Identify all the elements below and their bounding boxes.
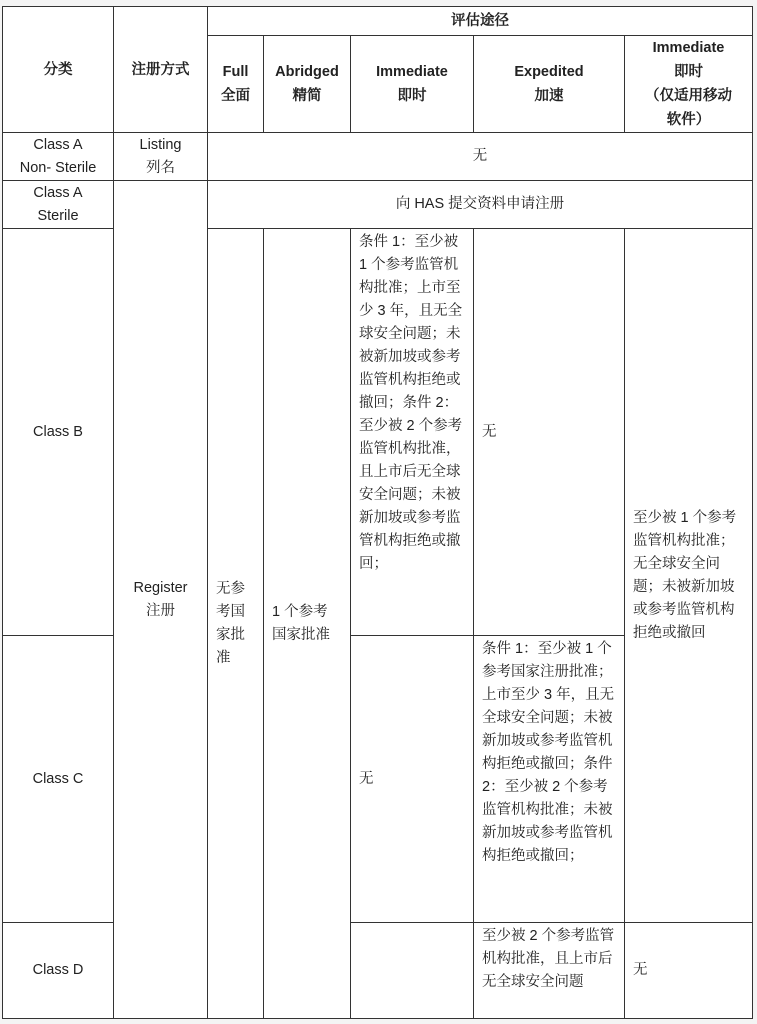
- class-b-label: Class B: [3, 229, 114, 636]
- header-route-full: Full 全面: [208, 36, 264, 133]
- class-c-immediate: 无: [351, 636, 474, 923]
- class-d-immediate: [351, 923, 474, 1019]
- class-a-nonsterile-value: 无: [208, 133, 753, 181]
- full-route-value: 无参考国家批准: [208, 229, 264, 1019]
- abridged-route-value: 1 个参考国家批准: [264, 229, 351, 1019]
- class-b-immediate: 条件 1：至少被 1 个参考监管机构批准；上市至少 3 年，且无全球安全问题；未被新加坡或参考监管机构拒绝或撤回；条件 2：至少被 2 个参考监管机构批准，且上市后无全球安全问题；未被新加坡或参考监管机构拒绝或撤回；: [351, 229, 474, 636]
- class-b-expedited: 无: [474, 229, 625, 636]
- class-a-sterile-label: Class A Sterile: [3, 181, 114, 229]
- class-a-nonsterile-method: Listing 列名: [114, 133, 208, 181]
- class-a-nonsterile-label: Class A Non- Sterile: [3, 133, 114, 181]
- header-route-immediate: Immediate 即时: [351, 36, 474, 133]
- class-c-label: Class C: [3, 636, 114, 923]
- header-category: 分类: [3, 7, 114, 133]
- class-d-expedited: 至少被 2 个参考监管机构批准，且上市后无全球安全问题: [474, 923, 625, 1019]
- register-method: Register 注册: [114, 181, 208, 1019]
- registration-evaluation-table: [2, 6, 753, 1019]
- header-route-abridged: Abridged 精简: [264, 36, 351, 133]
- header-route-immediate-software: Immediate 即时 （仅适用移动 软件）: [625, 36, 753, 133]
- header-route-expedited: Expedited 加速: [474, 36, 625, 133]
- header-evaluation-route: 评估途径: [208, 7, 753, 36]
- class-c-expedited: 条件 1：至少被 1 个参考国家注册批准；上市至少 3 年，且无全球安全问题；未被新加坡或参考监管机构拒绝或撤回；条件 2：至少被 2 个参考监管机构批准；未被新加坡或参考监管机构拒绝或撤回；: [474, 636, 625, 923]
- class-d-label: Class D: [3, 923, 114, 1019]
- header-registration-method: 注册方式: [114, 7, 208, 133]
- immediate-software-value: 至少被 1 个参考监管机构批准；无全球安全问题；未被新加坡或参考监管机构拒绝或撤回: [625, 229, 753, 923]
- class-a-sterile-value: 向 HAS 提交资料申请注册: [208, 181, 753, 229]
- class-d-immediate-software: 无: [625, 923, 753, 1019]
